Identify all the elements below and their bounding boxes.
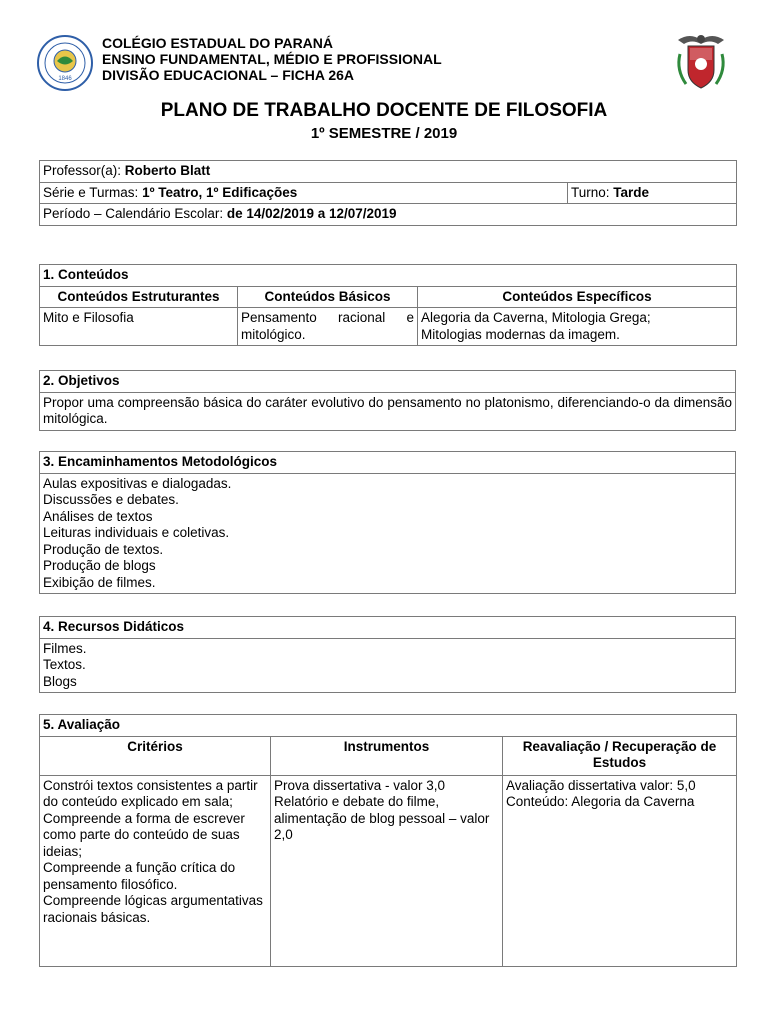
serie-value: 1º Teatro, 1º Edificações	[142, 184, 298, 200]
table-row	[40, 308, 737, 346]
school-name-block	[102, 35, 442, 83]
estruturantes-cell: Mito e Filosofia	[40, 308, 238, 346]
especificos-line-2: Mitologias modernas da imagem.	[421, 326, 620, 342]
instrumento-item: Relatório e debate do filme, alimentação de blog pessoal – valor 2,0	[274, 794, 490, 842]
table-row	[40, 775, 737, 966]
reavaliacao-item: Avaliação dissertativa valor: 5,0	[506, 777, 696, 793]
col-instrumentos-header: Instrumentos	[271, 736, 503, 775]
professor-cell	[40, 161, 737, 183]
list-item: Aulas expositivas e dialogadas.	[43, 475, 232, 491]
professor-value: Roberto Blatt	[124, 163, 211, 178]
list-item: Produção de textos.	[43, 541, 164, 557]
state-coat-of-arms-logo	[672, 30, 730, 92]
avaliacao-heading: 5. Avaliação	[40, 715, 737, 737]
list-item: Blogs	[43, 673, 77, 689]
basicos-cell: Pensamento racional e mitológico.	[238, 308, 418, 346]
info-row-serie	[40, 182, 737, 204]
turno-cell	[568, 182, 737, 204]
document-header	[0, 0, 768, 142]
seal-year: 1846	[58, 76, 72, 82]
conteudos-table	[39, 264, 737, 346]
info-row-professor	[40, 161, 737, 183]
reavaliacao-cell	[503, 775, 737, 966]
school-line-2: ENSINO FUNDAMENTAL, MÉDIO E PROFISSIONAL	[102, 51, 442, 67]
turno-value: Tarde	[613, 184, 650, 200]
school-seal-logo	[36, 34, 94, 92]
instrumentos-cell	[271, 775, 503, 966]
objetivos-heading: 2. Objetivos	[40, 371, 736, 393]
recursos-table	[39, 616, 736, 693]
criterios-cell	[40, 775, 271, 966]
criterio-item: Compreende a forma de escrever como parte do conteúdo de suas ideias;	[43, 810, 245, 859]
page-title: PLANO DE TRABALHO DOCENTE DE FILOSOFIA	[160, 100, 608, 121]
serie-label: Série e Turmas:	[43, 184, 139, 200]
info-table	[39, 160, 737, 226]
list-item: Filmes.	[43, 640, 87, 656]
professor-label: Professor(a):	[43, 163, 122, 178]
criterio-item: Compreende a função crítica do pensamento filosófico.	[43, 860, 236, 892]
encaminhamentos-table	[39, 451, 736, 594]
recursos-list	[40, 638, 736, 693]
page-subtitle: 1º SEMESTRE / 2019	[310, 125, 458, 142]
school-line-1: COLÉGIO ESTADUAL DO PARANÁ	[102, 35, 334, 51]
info-row-periodo	[40, 204, 737, 226]
periodo-cell	[40, 204, 737, 226]
list-item: Produção de blogs	[43, 558, 156, 573]
recursos-heading: 4. Recursos Didáticos	[40, 617, 736, 639]
list-item: Leituras individuais e coletivas.	[43, 525, 230, 540]
col-basicos-header: Conteúdos Básicos	[238, 286, 418, 308]
school-line-3: DIVISÃO EDUCACIONAL – FICHA 26A	[102, 67, 355, 83]
reavaliacao-item: Conteúdo: Alegoria da Caverna	[506, 794, 695, 809]
conteudos-header-row	[40, 286, 737, 308]
conteudos-heading: 1. Conteúdos	[40, 265, 737, 287]
encaminhamentos-list	[40, 473, 736, 594]
col-estruturantes-header: Conteúdos Estruturantes	[40, 286, 238, 308]
list-item: Análises de textos	[43, 508, 153, 524]
list-item: Discussões e debates.	[43, 492, 179, 507]
periodo-value: de 14/02/2019 a 12/07/2019	[226, 206, 397, 221]
list-item: Exibição de filmes.	[43, 574, 156, 590]
especificos-cell	[418, 308, 737, 346]
periodo-label: Período – Calendário Escolar:	[43, 206, 224, 221]
instrumento-item: Prova dissertativa - valor 3,0	[274, 777, 446, 793]
especificos-line-1: Alegoria da Caverna, Mitologia Grega;	[421, 310, 651, 325]
col-reavaliacao-header: Reavaliação / Recuperação de Estudos	[503, 736, 737, 775]
turno-label: Turno:	[571, 184, 610, 200]
avaliacao-header-row	[40, 736, 737, 775]
objetivos-text: Propor uma compreensão básica do caráter evolutivo do pensamento no platonismo, diferenciando-o da dimensão mitológica.	[40, 392, 736, 430]
list-item: Textos.	[43, 657, 86, 672]
col-criterios-header: Critérios	[40, 736, 271, 775]
col-especificos-header: Conteúdos Específicos	[418, 286, 737, 308]
criterio-item: Compreende lógicas argumentativas racionais básicas.	[43, 893, 263, 925]
serie-cell	[40, 182, 568, 204]
avaliacao-table	[39, 714, 737, 967]
encaminhamentos-heading: 3. Encaminhamentos Metodológicos	[40, 452, 736, 474]
criterio-item: Constrói textos consistentes a partir do conteúdo explicado em sala;	[43, 777, 258, 809]
objetivos-table	[39, 370, 736, 431]
